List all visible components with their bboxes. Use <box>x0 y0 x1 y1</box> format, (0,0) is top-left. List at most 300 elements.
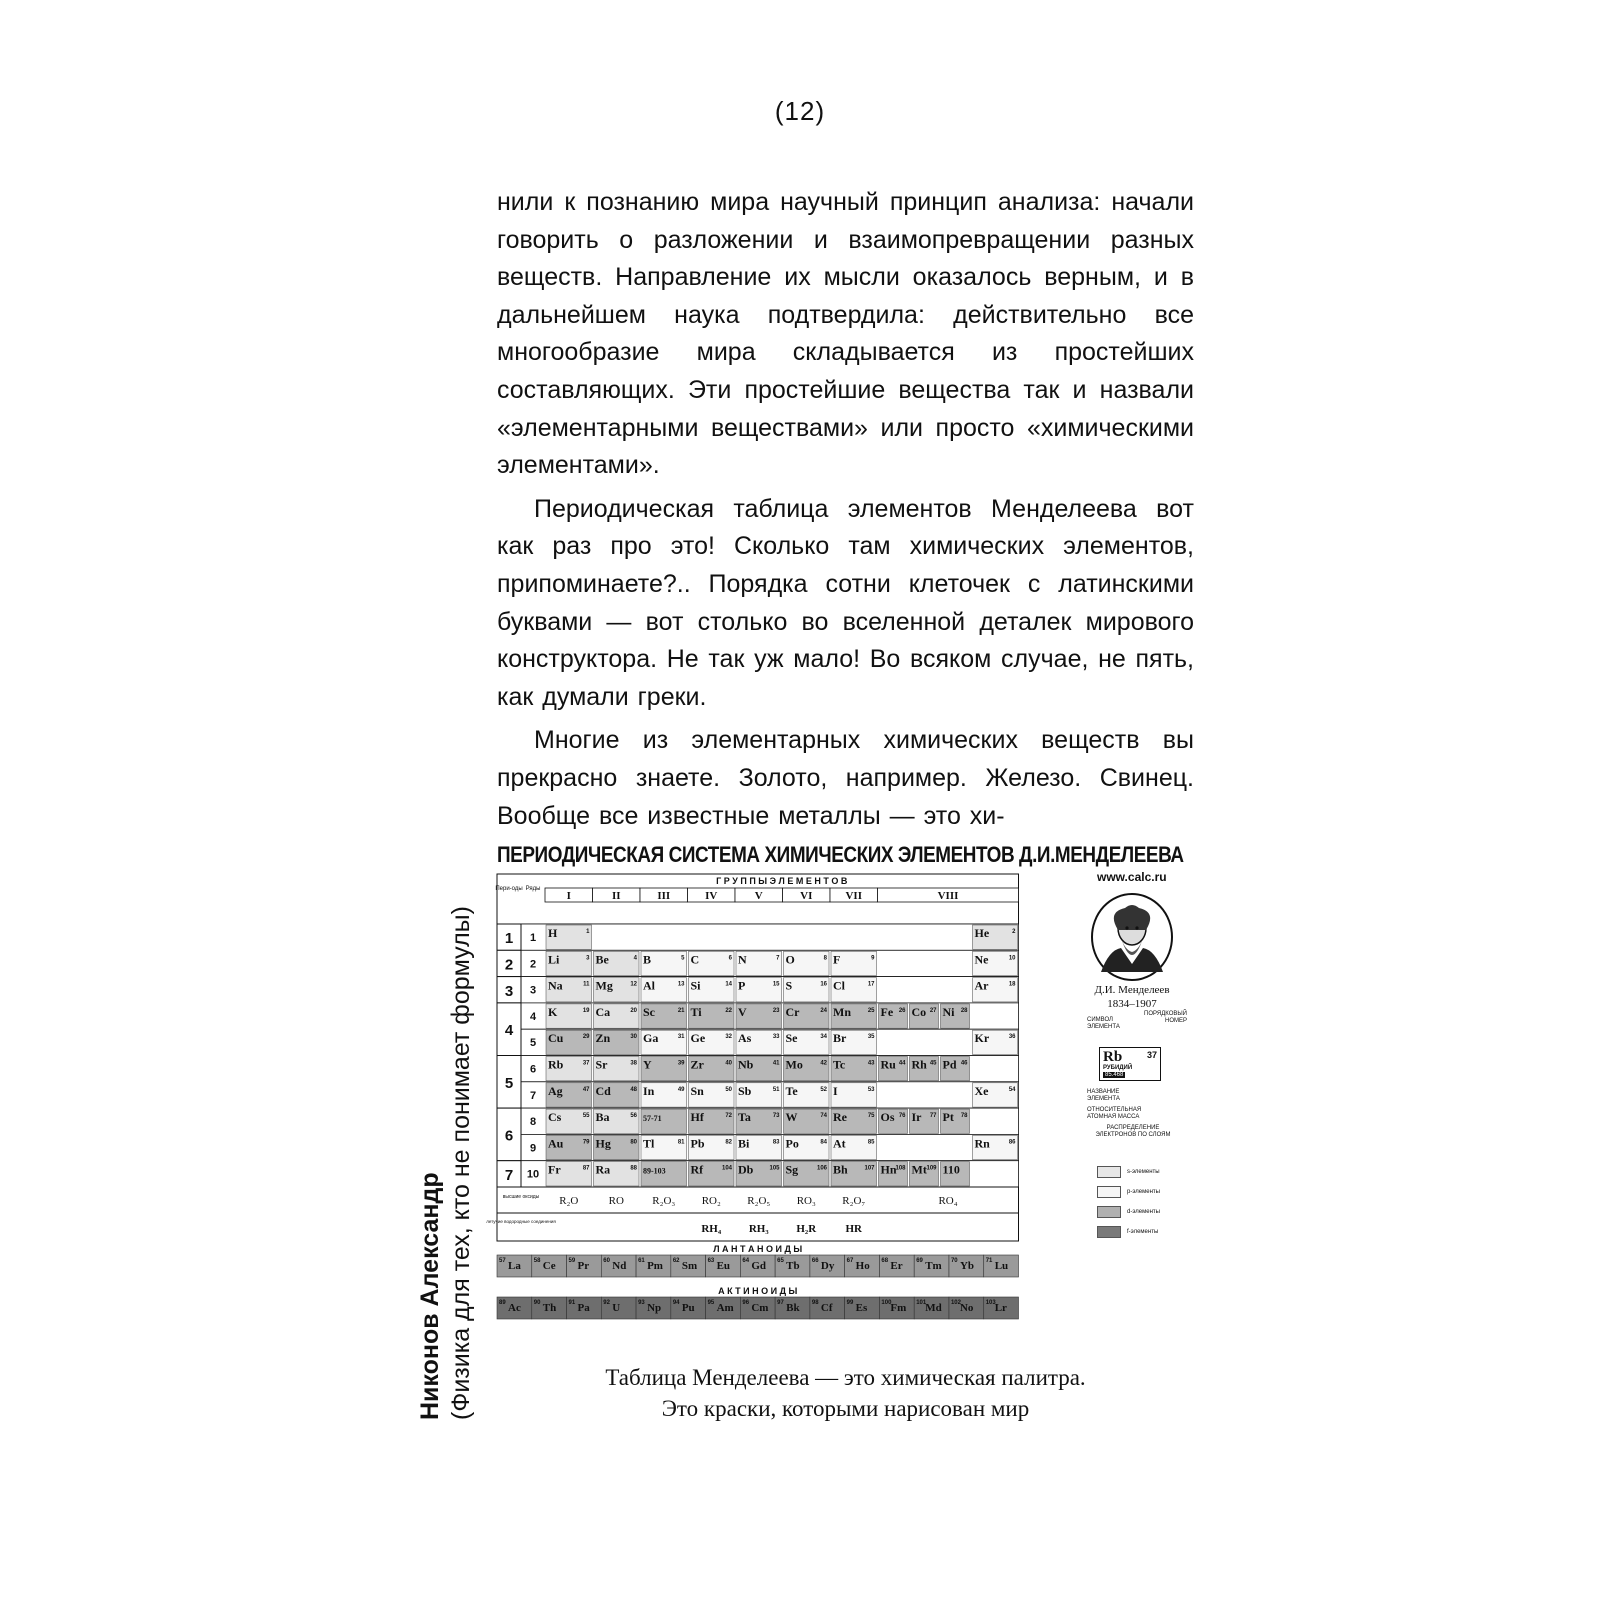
element-number: 50 <box>725 1086 732 1093</box>
element-symbol: Zr <box>690 1057 704 1072</box>
element-symbol: Hn <box>880 1162 897 1177</box>
element-number: 27 <box>929 1007 937 1014</box>
element-symbol: Cd <box>595 1083 611 1098</box>
element-symbol: Ca <box>595 1004 611 1019</box>
series-number: 63 <box>707 1258 715 1264</box>
element-number: 49 <box>677 1086 685 1093</box>
series-symbol: Nd <box>612 1260 627 1272</box>
legend-label: s-элементы <box>1127 1169 1160 1175</box>
element-symbol: Ni <box>942 1004 955 1019</box>
series-number: 101 <box>916 1300 927 1306</box>
element-symbol: Sr <box>595 1057 608 1072</box>
period-number: 4 <box>504 1022 514 1040</box>
element-symbol: Xe <box>974 1083 989 1098</box>
hydride-formula: H₂R <box>796 1223 817 1235</box>
series-number: 95 <box>707 1300 715 1306</box>
element-symbol: F <box>833 952 841 967</box>
element-number: 52 <box>820 1086 827 1093</box>
element-symbol: Fr <box>548 1162 561 1177</box>
element-number: 22 <box>725 1007 732 1014</box>
element-number: 16 <box>820 981 827 988</box>
row-number: 6 <box>529 1063 537 1076</box>
element-symbol: Mg <box>595 978 613 993</box>
row-number: 9 <box>529 1142 537 1155</box>
element-number: 84 <box>820 1139 827 1146</box>
element-symbol: K <box>548 1004 558 1019</box>
element-symbol: Co <box>911 1004 927 1019</box>
element-symbol: Ti <box>690 1004 702 1019</box>
element-number: 39 <box>677 1060 685 1067</box>
element-symbol: S <box>785 978 793 993</box>
caption-line: Это краски, которыми нарисован мир <box>661 1396 1030 1421</box>
series-symbol: Tm <box>925 1260 942 1272</box>
series-number: 68 <box>881 1258 889 1264</box>
element-number: 80 <box>630 1139 637 1146</box>
series-symbol: Cm <box>751 1302 769 1314</box>
element-number: 48 <box>630 1086 637 1093</box>
group-label: V <box>754 890 763 902</box>
series-label: А К Т И Н О И Д Ы <box>718 1286 798 1296</box>
key-mass-label: ОТНОСИТЕЛЬНАЯ АТОМНАЯ МАССА <box>1087 1107 1142 1120</box>
element-number: 13 <box>677 981 685 988</box>
element-symbol: Pd <box>942 1057 957 1072</box>
element-symbol: 110 <box>942 1162 960 1177</box>
element-number: 20 <box>630 1007 637 1014</box>
series-symbol: Am <box>716 1302 734 1314</box>
element-symbol: Bh <box>833 1162 848 1177</box>
element-symbol: Pb <box>690 1136 705 1151</box>
group-label: VIII <box>937 890 959 902</box>
row-number: 7 <box>529 1089 537 1102</box>
period-number: 7 <box>504 1166 514 1184</box>
element-number: 2 <box>1012 929 1016 935</box>
element-symbol: Ag <box>548 1083 563 1098</box>
element-legend <box>1097 1162 1160 1242</box>
portrait-name: Д.И. Менделеев <box>1094 984 1170 996</box>
legend-swatch <box>1097 1226 1121 1238</box>
element-number: 88 <box>630 1165 637 1172</box>
element-symbol: Na <box>548 978 563 993</box>
series-symbol: Th <box>542 1302 557 1314</box>
element-number: 10 <box>1008 955 1016 962</box>
series-number: 65 <box>777 1258 784 1264</box>
row-number: 3 <box>529 984 537 997</box>
element-symbol: N <box>738 952 747 967</box>
element-number: 6 <box>728 955 732 962</box>
series-number: 59 <box>568 1258 576 1264</box>
element-number: 5 <box>681 955 685 962</box>
element-symbol: Si <box>690 978 701 993</box>
element-number: 19 <box>582 1007 590 1014</box>
running-head <box>415 860 487 1420</box>
element-number: 47 <box>582 1086 590 1093</box>
element-number: 29 <box>582 1034 590 1041</box>
row-number: 8 <box>529 1116 537 1129</box>
element-symbol: P <box>738 978 746 993</box>
element-symbol: Zn <box>595 1031 611 1046</box>
oxide-formula: RO₃ <box>796 1195 816 1207</box>
element-symbol: Y <box>643 1057 652 1072</box>
element-number: 43 <box>867 1060 875 1067</box>
oxide-formula: R₂O₅ <box>747 1195 771 1207</box>
period-number: 1 <box>504 930 514 948</box>
series-symbol: Np <box>647 1302 662 1314</box>
element-number: 104 <box>721 1165 732 1172</box>
side-author: Никонов Александр <box>416 1172 444 1420</box>
element-symbol: Hf <box>690 1110 704 1125</box>
key-name-label: НАЗВАНИЕ ЭЛЕМЕНТА <box>1087 1089 1120 1102</box>
legend-swatch <box>1097 1186 1121 1198</box>
series-number: 102 <box>950 1300 961 1306</box>
series-symbol: Dy <box>820 1260 835 1272</box>
oxide-formula: R₂O₇ <box>842 1195 866 1207</box>
table-row <box>521 924 1019 950</box>
element-symbol: Rf <box>690 1162 704 1177</box>
series-symbol: Gd <box>751 1260 767 1272</box>
periodic-table-figure <box>486 842 1194 1314</box>
element-symbol: Tl <box>643 1136 655 1151</box>
group-label: II <box>611 890 621 902</box>
series-number: 58 <box>533 1258 541 1264</box>
portrait-years: 1834–1907 <box>1107 998 1157 1010</box>
element-symbol: Ra <box>595 1162 611 1177</box>
row-number: 1 <box>529 932 537 944</box>
element-symbol: I <box>833 1083 838 1098</box>
series-symbol: Er <box>890 1260 903 1272</box>
element-number: 11 <box>583 981 590 988</box>
element-number: 75 <box>867 1113 875 1120</box>
oxide-formula: R₂O₃ <box>652 1195 676 1207</box>
hydride-formula: HR <box>845 1223 862 1235</box>
element-symbol: Cl <box>833 978 845 993</box>
legend-swatch <box>1097 1166 1121 1178</box>
element-symbol: Rh <box>911 1057 927 1072</box>
element-symbol: Br <box>833 1031 847 1046</box>
series-symbol: Pu <box>681 1302 695 1314</box>
element-symbol: Be <box>595 952 609 967</box>
series-label: Л А Н Т А Н О И Д Ы <box>713 1244 803 1254</box>
paragraph: Многие из элементарных химических веществ вы прекрасно знаете. Золото, например. Железо. Свинец. Вообще все известные металлы — это хи- <box>497 726 1194 830</box>
element-number: 32 <box>725 1034 732 1041</box>
hydride-formula: RH₄ <box>701 1223 722 1235</box>
series-number: 96 <box>742 1300 750 1306</box>
element-number: 28 <box>960 1007 968 1014</box>
key-shells-label: РАСПРЕДЕЛЕНИЕ ЭЛЕКТРОНОВ ПО СЛОЯМ <box>1095 1125 1171 1138</box>
series-symbol: U <box>612 1302 621 1314</box>
element-symbol: Ba <box>595 1110 610 1125</box>
element-number: 41 <box>772 1060 780 1067</box>
series-number: 69 <box>916 1258 923 1264</box>
element-symbol: In <box>643 1083 655 1098</box>
hydrides-label: летучие водородные соединения <box>486 1219 556 1224</box>
oxide-formula: RO₄ <box>938 1195 958 1207</box>
element-symbol: Sg <box>785 1162 799 1177</box>
element-symbol: Te <box>785 1083 798 1098</box>
element-symbol: Tc <box>833 1057 846 1072</box>
series-symbol: Ce <box>542 1260 556 1272</box>
series-symbol: Ho <box>855 1260 870 1272</box>
element-number: 3 <box>586 955 590 962</box>
element-number: 79 <box>582 1139 590 1146</box>
series-symbol: Pa <box>577 1302 590 1314</box>
element-symbol: 89-103 <box>643 1166 666 1176</box>
element-number: 14 <box>725 981 732 988</box>
element-number: 108 <box>895 1165 906 1172</box>
element-number: 74 <box>820 1113 827 1120</box>
key-sample-name: РУБИДИЙ <box>1103 1065 1133 1071</box>
element-symbol: Mo <box>785 1057 803 1072</box>
series-symbol: Tb <box>786 1260 800 1272</box>
element-number: 24 <box>820 1007 827 1014</box>
element-symbol: Bi <box>738 1136 750 1151</box>
figure-url: www.calc.ru <box>1097 870 1167 884</box>
key-sample-mass: 85.468 <box>1105 1072 1124 1078</box>
row-number: 2 <box>529 958 537 971</box>
oxide-formula: R₂O <box>559 1195 579 1207</box>
series-number: 92 <box>603 1300 610 1306</box>
mendeleev-portrait-icon <box>1087 892 1177 982</box>
legend-label: d-элементы <box>1127 1209 1160 1215</box>
element-symbol: Mt <box>911 1162 927 1177</box>
series-symbol: Pm <box>647 1260 663 1272</box>
series-number: 89 <box>499 1300 506 1306</box>
element-number: 35 <box>867 1034 875 1041</box>
period-number: 3 <box>504 982 514 1000</box>
key-sample-symbol: Rb <box>1103 1049 1123 1065</box>
element-symbol: Fe <box>880 1004 894 1019</box>
series-number: 70 <box>950 1258 958 1264</box>
series-symbol: Es <box>855 1302 868 1314</box>
element-number: 78 <box>960 1113 968 1120</box>
header-rows: Ряды <box>525 886 541 892</box>
element-number: 42 <box>820 1060 827 1067</box>
element-symbol: Ge <box>690 1031 706 1046</box>
element-number: 23 <box>772 1007 780 1014</box>
series-number: 71 <box>985 1258 993 1264</box>
page-number: (12) <box>774 96 826 126</box>
element-number: 81 <box>677 1139 685 1146</box>
series-symbol: Yb <box>959 1260 975 1272</box>
element-number: 87 <box>582 1165 590 1172</box>
element-symbol: Mn <box>833 1004 851 1019</box>
element-number: 45 <box>929 1060 937 1067</box>
element-symbol: Ru <box>880 1057 896 1072</box>
series-number: 60 <box>603 1258 610 1264</box>
element-number: 37 <box>582 1060 590 1067</box>
element-number: 106 <box>816 1165 827 1172</box>
element-number: 86 <box>1008 1139 1016 1146</box>
period-number: 2 <box>504 956 514 974</box>
element-number: 51 <box>772 1086 780 1093</box>
series-number: 90 <box>533 1300 541 1306</box>
element-number: 21 <box>677 1007 685 1014</box>
series-symbol: La <box>508 1260 521 1272</box>
series-number: 98 <box>811 1300 819 1306</box>
element-number: 56 <box>630 1113 637 1120</box>
series-symbol: Cf <box>820 1302 833 1314</box>
series-number: 97 <box>777 1300 784 1306</box>
legend-label: p-элементы <box>1127 1189 1160 1195</box>
element-number: 105 <box>769 1165 780 1172</box>
key-sample-number: 37 <box>1146 1050 1157 1060</box>
element-symbol: Rb <box>548 1057 564 1072</box>
groups-title: Г Р У П П Ы Э Л Е М Е Н Т О В <box>716 876 848 886</box>
group-label: IV <box>705 890 718 902</box>
oxides-label: высшие оксиды <box>502 1194 540 1200</box>
element-number: 44 <box>898 1060 906 1067</box>
element-symbol: W <box>785 1110 798 1125</box>
element-symbol: Os <box>880 1110 895 1125</box>
body-text <box>497 184 1194 841</box>
series-number: 57 <box>499 1258 506 1264</box>
element-symbol: Ne <box>974 952 989 967</box>
element-number: 107 <box>864 1165 875 1172</box>
key-sample-cell <box>1099 1047 1161 1081</box>
group-label: VI <box>800 890 813 902</box>
element-number: 72 <box>725 1113 732 1120</box>
series-symbol: Fm <box>890 1302 907 1314</box>
element-number: 85 <box>867 1139 875 1146</box>
series-number: 67 <box>846 1258 854 1264</box>
oxide-formula: RO₂ <box>701 1195 721 1207</box>
element-number: 83 <box>772 1139 780 1146</box>
element-symbol: O <box>785 952 795 967</box>
period-number: 6 <box>504 1127 514 1145</box>
element-symbol: He <box>974 926 990 940</box>
series-number: 91 <box>568 1300 576 1306</box>
element-number: 12 <box>630 981 637 988</box>
series-number: 93 <box>638 1300 645 1306</box>
hydride-formula: RH₃ <box>748 1223 769 1235</box>
element-symbol: Ta <box>738 1110 751 1125</box>
figure-title: ПЕРИОДИЧЕСКАЯ СИСТЕМА ХИМИЧЕСКИХ ЭЛЕМЕНТОВ Д.И.МЕНДЕЛЕЕВА <box>497 842 1184 867</box>
header-periods: Пери-оды <box>495 886 523 892</box>
series-symbol: Lr <box>994 1302 1007 1314</box>
element-number: 36 <box>1008 1034 1016 1041</box>
series-number: 62 <box>672 1258 680 1264</box>
element-symbol: Sc <box>643 1004 655 1019</box>
paragraph: Периодическая таблица элементов Менделеева вот как раз про это! Сколько там химических элементов, припоминаете?.. Порядка сотни клеточек с латинскими буквами — вот столько во вселенной деталек мирового конструктора. Не так уж мало! Во всяком случае, не пять, как думали греки. <box>497 494 1194 711</box>
figure-caption <box>497 1362 1194 1424</box>
element-symbol: C <box>690 952 700 967</box>
group-label: I <box>566 890 571 902</box>
element-number: 7 <box>776 955 780 962</box>
series-symbol: Eu <box>716 1260 731 1272</box>
element-symbol: Al <box>643 978 655 993</box>
element-symbol: Ga <box>643 1031 659 1046</box>
legend-item <box>1097 1202 1160 1222</box>
legend-label: f-элементы <box>1127 1229 1159 1235</box>
series-number: 99 <box>846 1300 854 1306</box>
element-symbol: Pt <box>942 1110 954 1125</box>
element-symbol: Kr <box>974 1031 990 1046</box>
element-number: 46 <box>960 1060 968 1067</box>
element-symbol: Sb <box>738 1083 752 1098</box>
side-subtitle: (Физика для тех, кто не понимает формулы) <box>447 906 475 1420</box>
legend-item <box>1097 1222 1160 1242</box>
element-symbol: Db <box>738 1162 754 1177</box>
group-label: VII <box>845 890 863 902</box>
element-number: 40 <box>725 1060 732 1067</box>
element-number: 33 <box>772 1034 780 1041</box>
series-symbol: Ac <box>508 1302 521 1314</box>
row-number: 10 <box>526 1168 540 1181</box>
period-number: 5 <box>504 1074 514 1092</box>
element-symbol: Rn <box>974 1136 990 1151</box>
series-number: 64 <box>742 1258 750 1264</box>
element-symbol: At <box>833 1136 846 1151</box>
element-number: 38 <box>630 1060 637 1067</box>
element-number: 54 <box>1008 1086 1016 1093</box>
series-symbol: Bk <box>786 1302 800 1314</box>
series-number: 103 <box>985 1300 996 1306</box>
element-symbol: Cs <box>548 1110 562 1125</box>
element-symbol: Re <box>833 1110 847 1125</box>
element-symbol: B <box>643 952 652 967</box>
series-number: 100 <box>881 1300 892 1306</box>
oxide-formula: RO <box>608 1195 624 1207</box>
element-number: 4 <box>633 955 637 962</box>
series-symbol: Pr <box>577 1260 590 1272</box>
element-number: 55 <box>582 1113 590 1120</box>
series-number: 66 <box>811 1258 819 1264</box>
key-symbol-label: СИМВОЛ ЭЛЕМЕНТА <box>1087 1017 1120 1030</box>
row-number: 4 <box>529 1010 537 1023</box>
element-number: 15 <box>772 981 780 988</box>
caption-line: Таблица Менделеева — это химическая палитра. <box>605 1365 1086 1390</box>
element-symbol: 57-71 <box>643 1114 662 1124</box>
legend-swatch <box>1097 1206 1121 1218</box>
element-number: 109 <box>926 1165 937 1172</box>
legend-item <box>1097 1162 1160 1182</box>
element-symbol: Hg <box>595 1136 611 1151</box>
element-symbol: Sn <box>690 1083 704 1098</box>
element-symbol: As <box>738 1031 752 1046</box>
series-symbol: No <box>959 1302 974 1314</box>
element-number: 1 <box>586 929 590 935</box>
element-symbol: Se <box>785 1031 798 1046</box>
element-number: 18 <box>1008 981 1016 988</box>
legend-item <box>1097 1182 1160 1202</box>
element-number: 8 <box>823 955 827 962</box>
element-symbol: Ar <box>974 978 989 993</box>
element-number: 30 <box>630 1034 637 1041</box>
element-number: 34 <box>820 1034 827 1041</box>
group-label: III <box>657 890 671 902</box>
element-number: 26 <box>898 1007 906 1014</box>
element-key <box>1087 1011 1187 1138</box>
paragraph: нили к познанию мира научный принцип анализа: начали говорить о разложении и взаимопревращении разных веществ. Направление их мысли оказалось верным, и в дальнейшем наука подтвердила: действительно все многообразие мира складывается из простейших составляющих. Эти простейшие вещества так и назвали «элементарными веществами» или просто «химическими элементами». <box>497 188 1194 480</box>
element-number: 53 <box>867 1086 875 1093</box>
series-symbol: Md <box>925 1302 942 1314</box>
element-symbol: Au <box>548 1136 564 1151</box>
element-symbol: Nb <box>738 1057 754 1072</box>
series-number: 94 <box>672 1300 680 1306</box>
element-symbol: V <box>738 1004 747 1019</box>
series-symbol: Sm <box>681 1260 698 1272</box>
element-number: 73 <box>772 1113 780 1120</box>
element-number: 9 <box>871 955 875 962</box>
element-number: 25 <box>867 1007 875 1014</box>
element-symbol: H <box>548 926 558 940</box>
element-number: 31 <box>677 1034 685 1041</box>
series-number: 61 <box>638 1258 645 1264</box>
key-number-label: ПОРЯДКОВЫЙ НОМЕР <box>1144 1011 1187 1024</box>
element-symbol: Cr <box>785 1004 800 1019</box>
element-number: 76 <box>898 1113 906 1120</box>
element-symbol: Po <box>785 1136 799 1151</box>
element-symbol: Li <box>548 952 560 967</box>
